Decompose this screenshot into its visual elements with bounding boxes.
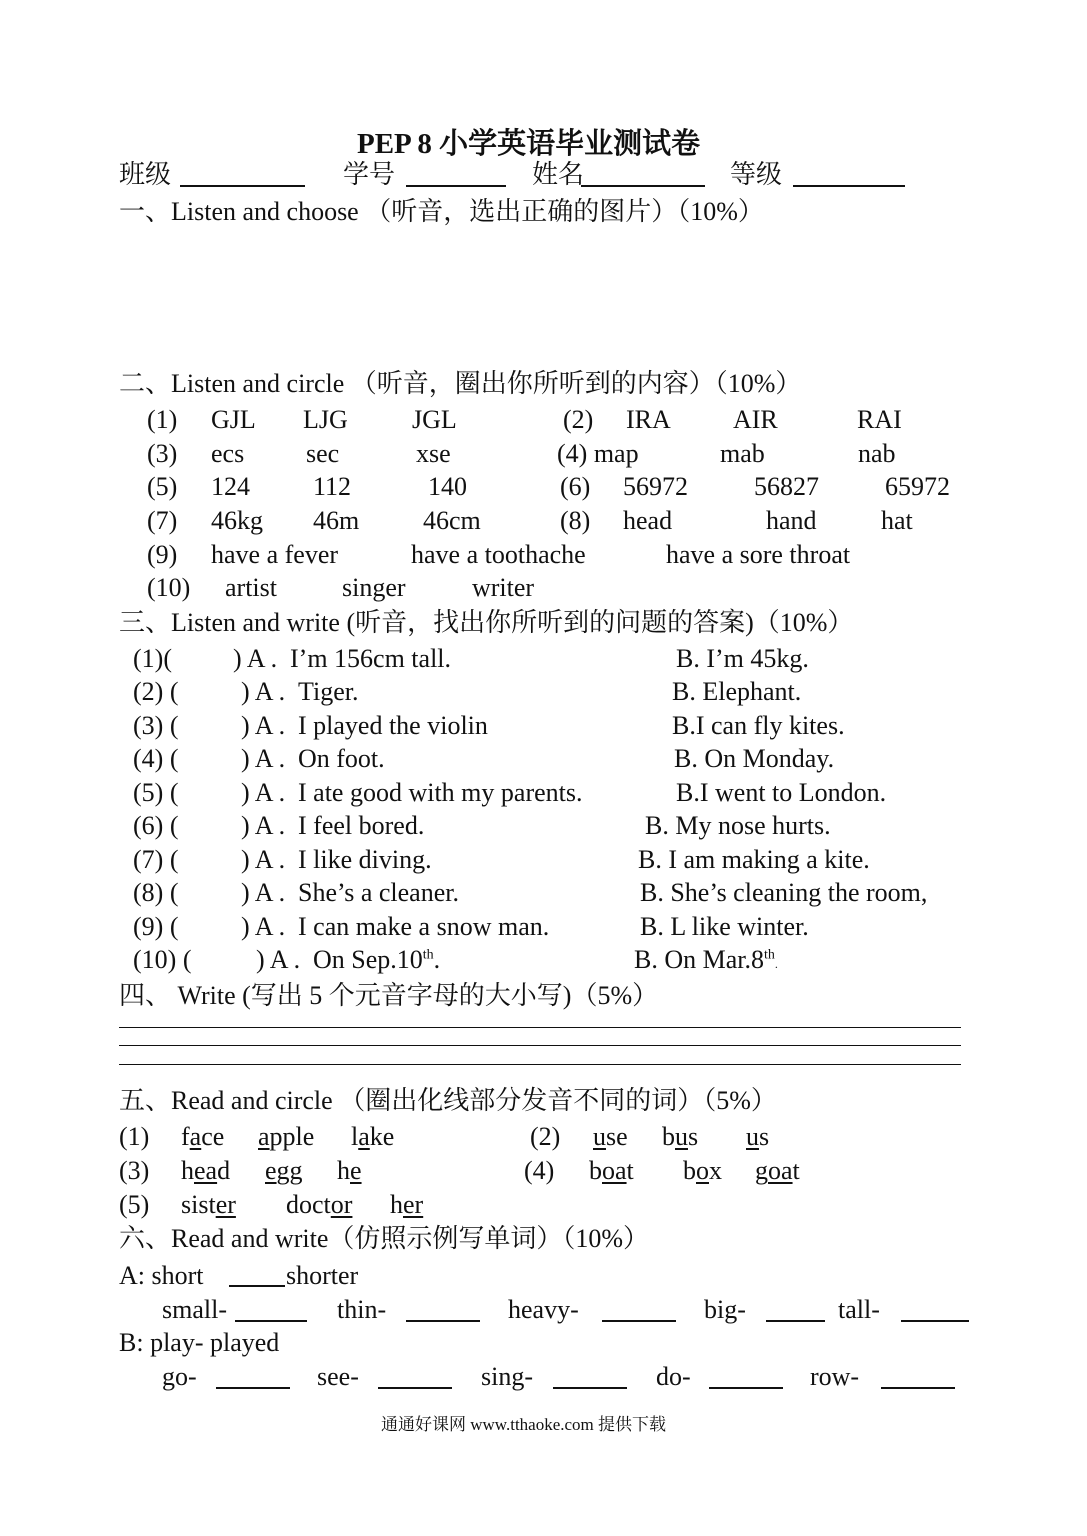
choice[interactable]: writer xyxy=(472,573,535,602)
word-choice[interactable] xyxy=(683,1156,722,1186)
grade-label: 等级 xyxy=(730,160,783,189)
word-part: sist xyxy=(181,1190,216,1219)
word-part: b xyxy=(683,1156,696,1185)
option-a: I like diving. xyxy=(298,845,432,874)
q-number: (4) xyxy=(524,1156,555,1185)
underlined-letters: a xyxy=(258,1122,270,1151)
q-number: (2) ( xyxy=(133,677,179,706)
answer-paren[interactable]: ) A . xyxy=(241,912,286,941)
word-part: l xyxy=(351,1122,359,1151)
ordinal-suffix: th xyxy=(422,947,434,963)
word-choice[interactable] xyxy=(181,1156,230,1186)
choice[interactable]: ecs xyxy=(211,439,245,468)
q-number: (7) xyxy=(147,506,178,535)
answer-paren[interactable]: ) A . xyxy=(256,945,301,974)
word-part: x xyxy=(709,1156,722,1185)
choice[interactable]: 112 xyxy=(313,472,352,501)
word-prompt: sing- xyxy=(481,1362,533,1391)
word-part: f xyxy=(181,1122,190,1151)
choice[interactable]: IRA xyxy=(626,405,671,434)
option-b: B.I can fly kites. xyxy=(672,711,845,740)
option-a xyxy=(313,945,440,975)
word-part: ce xyxy=(201,1122,225,1151)
option-b: B. L like winter. xyxy=(640,912,809,941)
choice[interactable]: have a fever xyxy=(211,540,339,569)
q-number: (6) ( xyxy=(133,811,179,840)
section6-heading: 六、Read and write（仿照示例写单词）（10%） xyxy=(119,1224,650,1253)
underlined-letters: e xyxy=(265,1156,277,1185)
underlined-letters: er xyxy=(215,1190,236,1219)
q-number: (5) ( xyxy=(133,778,179,807)
section1-heading: 一、Listen and choose （听音，选出正确的图片）（10%） xyxy=(119,197,764,226)
q-number: (1) xyxy=(119,1122,150,1151)
page-title: PEP 8 小学英语毕业测试卷 xyxy=(357,128,701,160)
choice[interactable]: have a toothache xyxy=(411,540,586,569)
q-number: (7) ( xyxy=(133,845,179,874)
choice[interactable]: RAI xyxy=(857,405,902,434)
word-choice[interactable] xyxy=(662,1122,698,1152)
choice[interactable]: AIR xyxy=(733,405,778,434)
word-part: b xyxy=(589,1156,602,1185)
q-number: (8) xyxy=(560,506,591,535)
word-part: ke xyxy=(369,1122,395,1151)
option-b-text: B. On Mar.8 xyxy=(634,945,764,974)
option-b: B. I’m 45kg. xyxy=(676,644,809,673)
name-blank[interactable] xyxy=(581,185,705,187)
choice[interactable]: 56972 xyxy=(623,472,688,501)
answer-blank[interactable] xyxy=(901,1320,969,1322)
example-blank xyxy=(229,1285,285,1287)
underlined-letters: oa xyxy=(768,1156,793,1185)
number-label: 学号 xyxy=(343,160,396,189)
word-part: b xyxy=(662,1122,675,1151)
underlined-letters: o xyxy=(696,1156,709,1185)
answer-blank[interactable] xyxy=(881,1387,955,1389)
word-part: h xyxy=(390,1190,403,1219)
underlined-letters: a xyxy=(189,1122,202,1151)
word-part: doct xyxy=(286,1190,331,1219)
word-choice[interactable] xyxy=(351,1122,394,1152)
option-b: B. On Monday. xyxy=(674,744,835,773)
option-a: Tiger. xyxy=(298,677,359,706)
choice[interactable]: have a sore throat xyxy=(666,540,851,569)
example-a-answer: shorter xyxy=(286,1261,359,1290)
word-choice[interactable] xyxy=(390,1190,423,1220)
word-choice[interactable] xyxy=(265,1156,303,1186)
word-choice[interactable] xyxy=(746,1122,769,1152)
option-b: B. My nose hurts. xyxy=(645,811,831,840)
example-a-label: A: short xyxy=(119,1261,204,1290)
choice[interactable]: 124 xyxy=(211,472,250,501)
choice[interactable]: head xyxy=(623,506,673,535)
choice[interactable]: mab xyxy=(720,439,765,468)
q-number: (10) xyxy=(147,573,191,602)
answer-blank[interactable] xyxy=(602,1320,676,1322)
choice[interactable]: JGL xyxy=(412,405,457,434)
word-choice[interactable] xyxy=(589,1156,634,1186)
word-prompt: do- xyxy=(656,1362,691,1391)
answer-blank[interactable] xyxy=(216,1387,290,1389)
word-prompt: heavy- xyxy=(508,1295,579,1324)
word-prompt: big- xyxy=(704,1295,746,1324)
option-b: B. I am making a kite. xyxy=(638,845,870,874)
section4-heading: 四、 Write (写出 5 个元音字母的大小写)（5%） xyxy=(119,981,659,1010)
word-part: h xyxy=(337,1156,350,1185)
option-a: I feel bored. xyxy=(298,811,425,840)
choice[interactable]: 46kg xyxy=(211,506,263,535)
word-choice[interactable] xyxy=(286,1190,352,1220)
ordinal-suffix: th xyxy=(764,947,775,963)
choice[interactable]: 46m xyxy=(313,506,360,535)
option-b xyxy=(634,945,778,979)
underlined-letters: e xyxy=(350,1156,362,1185)
word-part: pple xyxy=(269,1122,315,1151)
choice[interactable]: artist xyxy=(225,573,277,602)
answer-paren[interactable]: ) A . xyxy=(233,644,278,673)
word-part: gg xyxy=(276,1156,303,1185)
example-b-label: B: play- played xyxy=(119,1328,280,1357)
q-number: (3) xyxy=(119,1156,150,1185)
answer-blank[interactable] xyxy=(406,1320,480,1322)
number-blank[interactable] xyxy=(406,185,506,187)
underlined-letters: oa xyxy=(602,1156,627,1185)
underlined-letters: u xyxy=(675,1122,688,1151)
choice[interactable]: singer xyxy=(342,573,406,602)
choice[interactable]: xse xyxy=(416,439,451,468)
word-choice[interactable] xyxy=(181,1190,236,1220)
underlined-letters: a xyxy=(358,1122,370,1151)
choice[interactable]: 65972 xyxy=(885,472,950,501)
word-choice[interactable] xyxy=(258,1122,314,1152)
word-choice[interactable] xyxy=(755,1156,800,1186)
option-b-end: . xyxy=(774,957,778,971)
option-a: I’m 156cm tall. xyxy=(290,644,452,673)
writing-line[interactable] xyxy=(119,1064,961,1065)
word-part: d xyxy=(217,1156,231,1185)
word-part: se xyxy=(606,1122,628,1151)
choice[interactable]: LJG xyxy=(303,405,348,434)
q-number: (5) xyxy=(119,1190,150,1219)
option-a: She’s a cleaner. xyxy=(298,878,459,907)
section3-heading: 三、Listen and write (听音，找出你所听到的问题的答案)（10%） xyxy=(119,608,854,637)
word-part: t xyxy=(792,1156,800,1185)
option-a: I can make a snow man. xyxy=(298,912,550,941)
class-label: 班级 xyxy=(119,160,172,189)
answer-paren[interactable]: ) A . xyxy=(241,711,286,740)
option-a: I played the violin xyxy=(298,711,488,740)
choice[interactable]: 46cm xyxy=(423,506,481,535)
choice[interactable]: 56827 xyxy=(754,472,819,501)
answer-paren[interactable]: ) A . xyxy=(241,811,286,840)
q-number: (9) ( xyxy=(133,912,179,941)
word-prompt: go- xyxy=(162,1362,197,1391)
answer-blank[interactable] xyxy=(235,1320,307,1322)
option-b: B. Elephant. xyxy=(672,677,802,706)
q-number: (3) xyxy=(147,439,178,468)
q-number: (5) xyxy=(147,472,178,501)
answer-paren[interactable]: ) A . xyxy=(241,744,286,773)
underlined-letters: ea xyxy=(194,1156,218,1185)
choice[interactable]: 140 xyxy=(428,472,467,501)
option-a-end: . xyxy=(433,945,441,974)
grade-blank[interactable] xyxy=(793,185,905,187)
word-part: g xyxy=(755,1156,768,1185)
choice[interactable]: sec xyxy=(306,439,340,468)
word-part: s xyxy=(688,1122,699,1151)
underlined-letters: or xyxy=(330,1190,353,1219)
choice[interactable]: hat xyxy=(881,506,913,535)
q-number: (10) ( xyxy=(133,945,192,974)
word-prompt: small- xyxy=(162,1295,227,1324)
writing-line[interactable] xyxy=(119,1045,961,1046)
writing-line[interactable] xyxy=(119,1027,961,1028)
underlined-letters: er xyxy=(403,1190,424,1219)
word-part: s xyxy=(759,1122,770,1151)
choice[interactable]: hand xyxy=(766,506,817,535)
answer-blank[interactable] xyxy=(709,1387,783,1389)
underlined-letters: u xyxy=(746,1122,759,1151)
answer-paren[interactable]: ) A . xyxy=(241,778,286,807)
word-prompt: tall- xyxy=(838,1295,880,1324)
answer-paren[interactable]: ) A . xyxy=(241,878,286,907)
option-a: On foot. xyxy=(298,744,385,773)
choice[interactable]: GJL xyxy=(211,405,256,434)
choice[interactable]: (4) map xyxy=(557,439,639,468)
answer-blank[interactable] xyxy=(766,1320,825,1322)
q-number: (6) xyxy=(560,472,591,501)
q-number: (8) ( xyxy=(133,878,179,907)
name-label: 姓名 xyxy=(532,160,585,189)
underlined-letters: u xyxy=(593,1122,606,1151)
word-part: h xyxy=(181,1156,194,1185)
q-number: (4) ( xyxy=(133,744,179,773)
section5-heading: 五、Read and circle （圈出化线部分发音不同的词）（5%） xyxy=(119,1086,777,1115)
word-part: t xyxy=(626,1156,634,1185)
q-number: (9) xyxy=(147,540,178,569)
q-number: (3) ( xyxy=(133,711,179,740)
answer-paren[interactable]: ) A . xyxy=(241,845,286,874)
word-choice[interactable] xyxy=(593,1122,628,1152)
q-number: (2) xyxy=(530,1122,561,1151)
footer-text: 通通好课网 www.tthaoke.com 提供下载 xyxy=(381,1415,667,1434)
option-b: B.I went to London. xyxy=(676,778,887,807)
word-prompt: thin- xyxy=(337,1295,387,1324)
option-b: B. She’s cleaning the room, xyxy=(640,878,928,907)
word-prompt: see- xyxy=(317,1362,359,1391)
answer-paren[interactable]: ) A . xyxy=(241,677,286,706)
q-number: (1) xyxy=(147,405,178,434)
word-prompt: row- xyxy=(810,1362,860,1391)
word-choice[interactable] xyxy=(181,1122,224,1152)
q-number: (2) xyxy=(563,405,594,434)
option-a-text: On Sep.10 xyxy=(313,945,423,974)
answer-blank[interactable] xyxy=(553,1387,627,1389)
class-blank[interactable] xyxy=(180,185,305,187)
word-choice[interactable] xyxy=(337,1156,362,1186)
q-number: (1)( xyxy=(133,644,172,673)
option-a: I ate good with my parents. xyxy=(298,778,583,807)
section2-heading: 二、Listen and circle （听音，圈出你所听到的内容）（10%） xyxy=(119,369,802,398)
answer-blank[interactable] xyxy=(378,1387,452,1389)
choice[interactable]: nab xyxy=(858,439,896,468)
